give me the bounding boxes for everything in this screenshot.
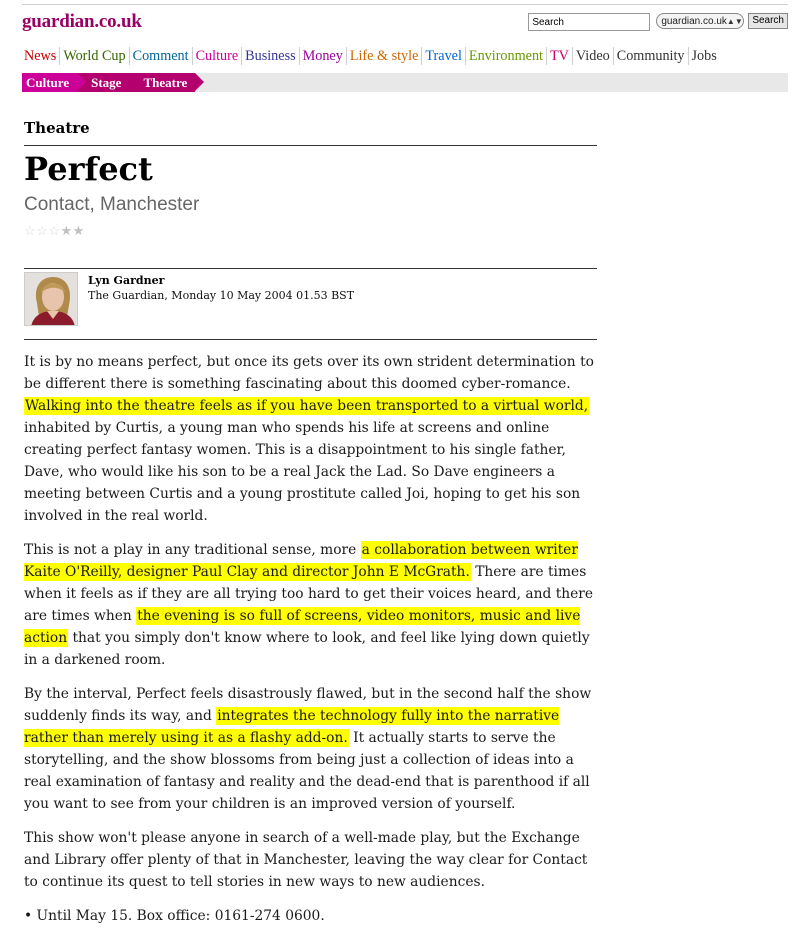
star-empty-icon: ☆	[36, 224, 49, 239]
nav-item-environment[interactable]: Environment	[465, 47, 546, 65]
nav-item-business[interactable]: Business	[241, 47, 298, 65]
highlighted-text: integrates the technology fully into the narrative rather than merely using it as a flashy add-on.	[24, 708, 560, 746]
nav-item-community[interactable]: Community	[613, 47, 688, 65]
author-name[interactable]: Lyn Gardner	[88, 274, 165, 287]
paragraph-1	[24, 351, 596, 527]
star-filled-icon: ★	[72, 224, 85, 239]
star-filled-icon: ★	[60, 224, 73, 239]
article-body	[24, 351, 596, 939]
breadcrumb-stage[interactable]: Stage	[77, 73, 129, 92]
text: It actually starts to serve the storytelling, and the show blossoms from being just a collection of ideas into a real examination of fantasy and reality and the dead-end that is parenthood if all you want to see from your children is an improved version of yourself.	[24, 730, 590, 812]
paragraph-5	[24, 905, 596, 927]
divider	[24, 339, 597, 340]
paragraph-3	[24, 683, 596, 815]
breadcrumb-theatre[interactable]: Theatre	[129, 73, 195, 92]
nav-item-video[interactable]: Video	[572, 47, 613, 65]
nav-item-world-cup[interactable]: World Cup	[59, 47, 128, 65]
text: This show won't please anyone in search of a well-made play, but the Exchange and Library offer plenty of that in Manchester, leaving the way clear for Contact to continue its quest to tell stories in new ways to new audiences.	[24, 830, 588, 890]
nav-item-money[interactable]: Money	[299, 47, 346, 65]
highlighted-text: the evening is so full of screens, video monitors, music and live action	[24, 608, 581, 646]
breadcrumb	[22, 73, 788, 92]
star-empty-icon: ☆	[24, 224, 37, 239]
star-rating	[24, 224, 85, 239]
nav-item-life-style[interactable]: Life & style	[346, 47, 422, 65]
standfirst: Contact, Manchester	[24, 194, 200, 215]
top-bar	[22, 4, 788, 39]
nav-item-jobs[interactable]: Jobs	[688, 47, 720, 65]
breadcrumb-culture[interactable]: Culture	[22, 73, 77, 92]
text: By the interval, Perfect feels disastrously flawed, but in the second half the show suddenly finds its way, and	[24, 686, 592, 724]
highlighted-text: a collaboration between writer Kaite O'Reilly, designer Paul Clay and director John E McGrath.	[24, 542, 578, 580]
star-empty-icon: ☆	[48, 224, 61, 239]
divider	[24, 145, 597, 146]
paragraph-4	[24, 827, 596, 893]
text: This is not a play in any traditional sense, more	[24, 542, 361, 558]
site-select[interactable]	[656, 13, 744, 29]
nav-item-culture[interactable]: Culture	[192, 47, 242, 65]
site-logo[interactable]: guardian.co.uk	[22, 11, 142, 32]
select-arrows-icon: ▲▼	[726, 16, 743, 26]
nav-item-comment[interactable]: Comment	[129, 47, 192, 65]
nav-item-travel[interactable]: Travel	[421, 47, 465, 65]
byline	[24, 272, 597, 328]
nav-item-news[interactable]: News	[24, 48, 57, 64]
text: It is by no means perfect, but once its gets over its own strident determination to be different there is something fascinating about this doomed cyber-romance.	[24, 354, 594, 392]
site-select-value: guardian.co.uk	[661, 15, 727, 27]
nav-item-tv[interactable]: TV	[546, 47, 572, 65]
text: that you simply don't know where to look, and feel like lying down quietly in a darkened room.	[24, 630, 590, 668]
author-avatar	[24, 272, 78, 326]
text: There are times when it feels as if they are all trying too hard to get their voices heard, and there are times when	[24, 564, 594, 624]
section-label[interactable]: Theatre	[24, 119, 90, 137]
paragraph-2	[24, 539, 596, 671]
page-title: Perfect	[24, 150, 153, 188]
publication-info: The Guardian, Monday 10 May 2004 01.53 BST	[88, 289, 355, 302]
highlighted-text: Walking into the theatre feels as if you have been transported to a virtual world,	[25, 398, 589, 414]
text: • Until May 15. Box office: 0161-274 0600.	[24, 908, 325, 924]
search-form	[528, 13, 788, 31]
search-button[interactable]: Search	[748, 13, 788, 29]
search-input[interactable]	[528, 13, 650, 31]
divider	[24, 268, 597, 269]
text: inhabited by Curtis, a young man who spends his life at screens and online creating perfect fantasy women. This is a disappointment to his single father, Dave, who would like his son to be a real Jack the Lad. So Dave engineers a meeting between Curtis and a young prostitute called Joi, hoping to get his son involved in the real world.	[24, 420, 581, 524]
main-nav	[22, 46, 720, 66]
